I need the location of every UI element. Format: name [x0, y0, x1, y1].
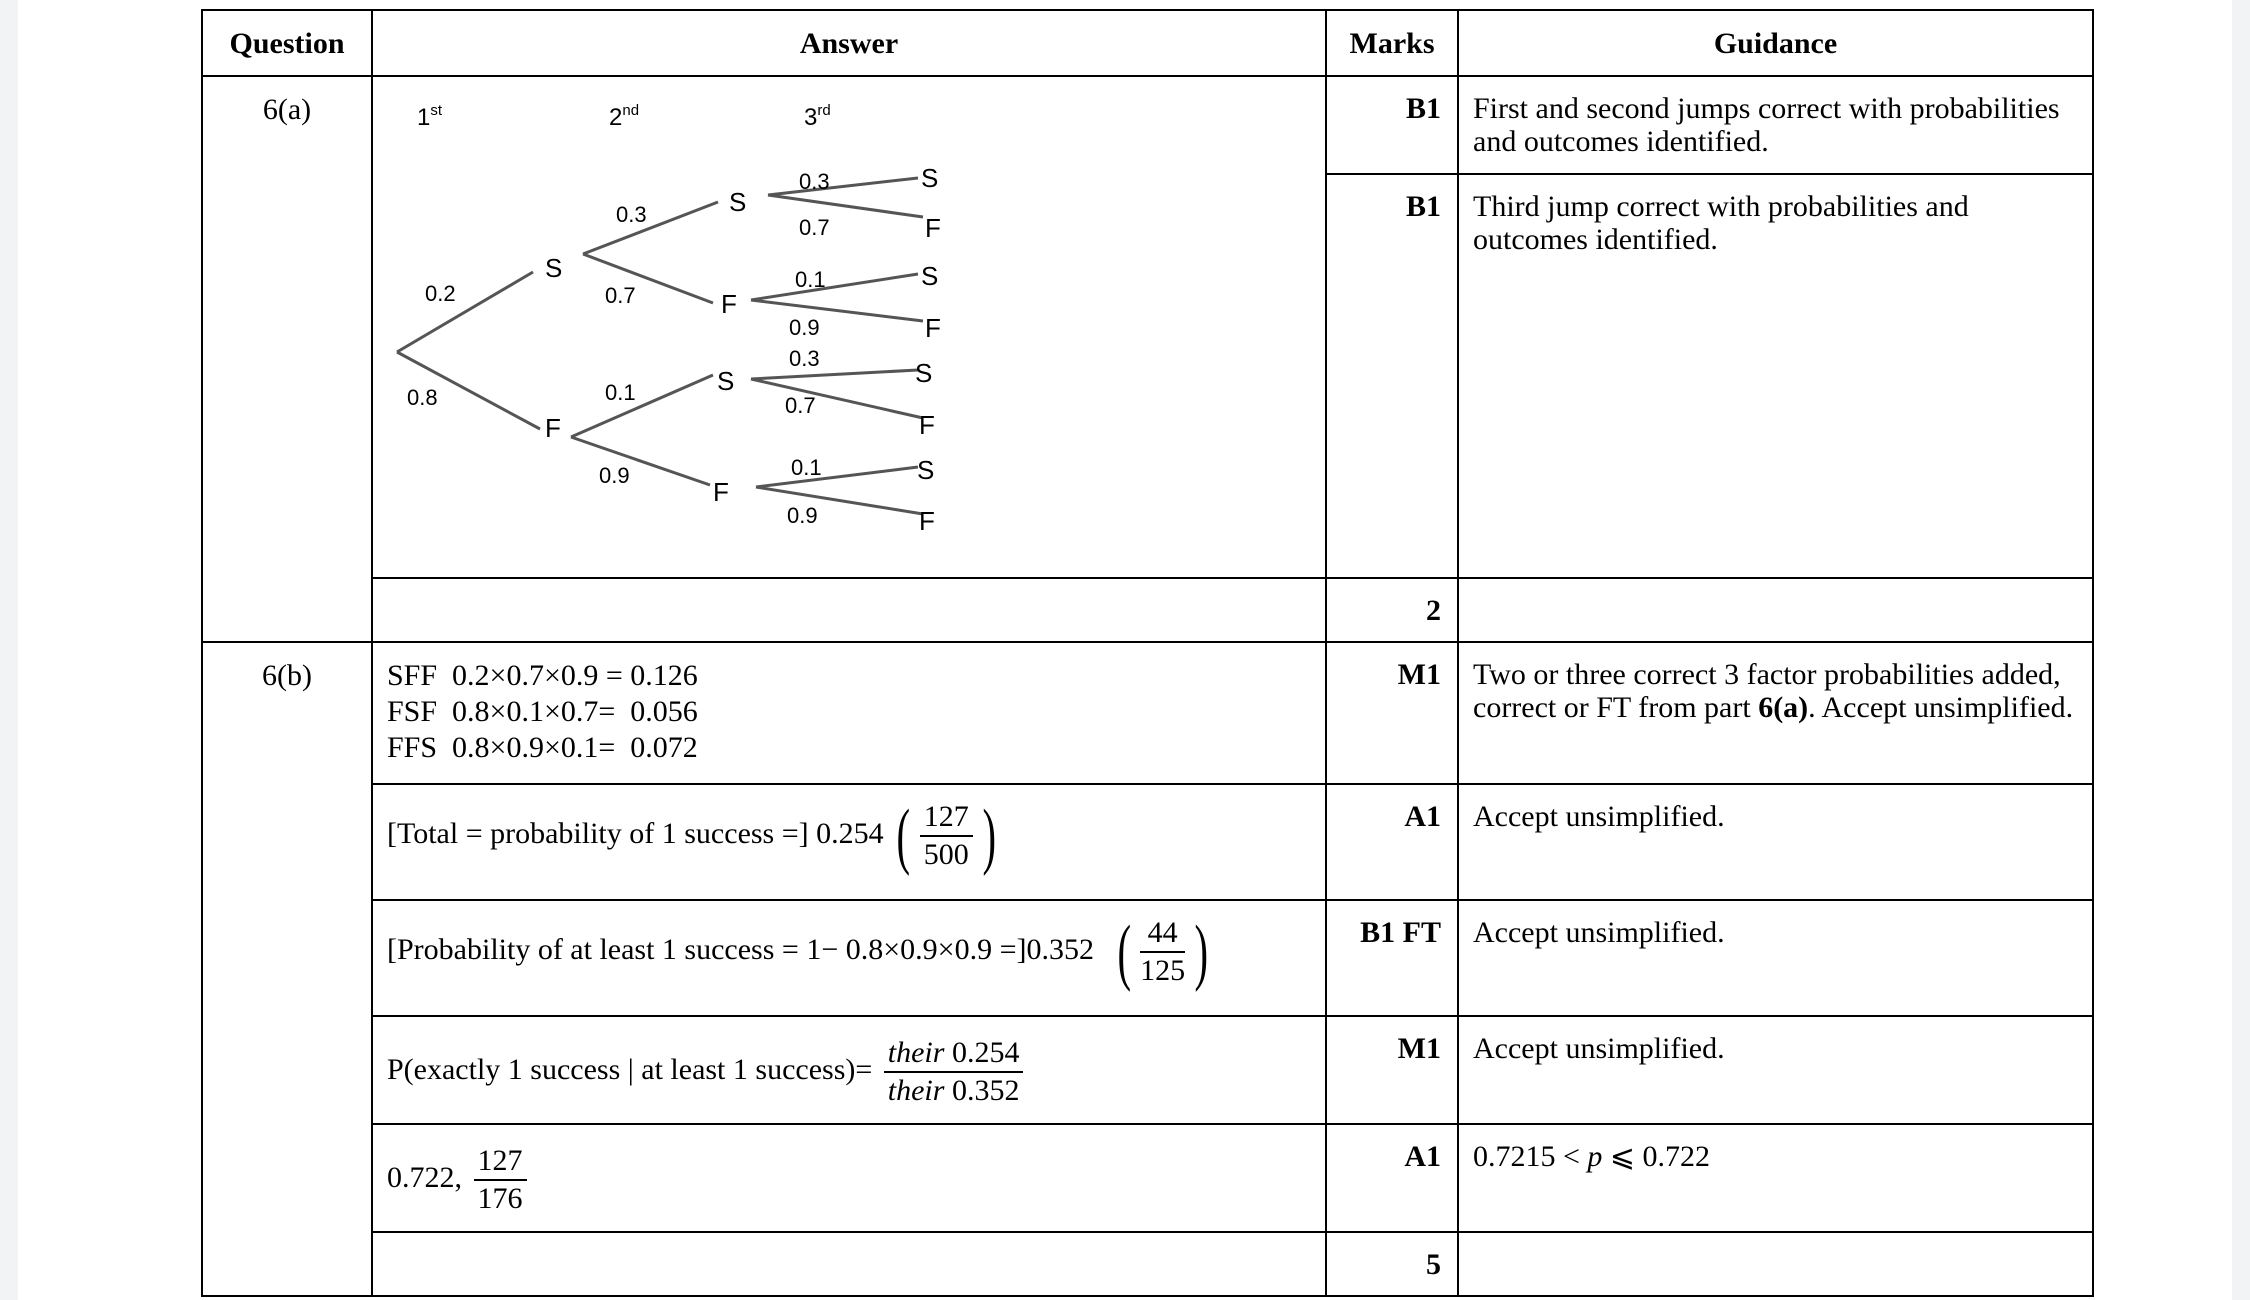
part-b-row-5	[202, 1124, 2093, 1232]
total-a: 2	[1326, 578, 1458, 642]
mark-scheme-table	[201, 9, 2094, 1297]
branch-S-S	[583, 202, 718, 254]
stage-label-3: 3rd	[804, 102, 831, 131]
header-answer: Answer	[372, 10, 1326, 76]
mark-b1: M1	[1326, 642, 1458, 784]
total-b: 5	[1326, 1232, 1458, 1296]
header-question: Question	[202, 10, 372, 76]
conditional-line-text: P(exactly 1 success | at least 1 success)=	[387, 1052, 873, 1086]
frac-den: 176	[477, 1182, 523, 1215]
prob-1-S: 0.2	[425, 281, 456, 306]
prob-F-S: 0.1	[605, 380, 636, 405]
conditional-answer	[372, 1016, 1326, 1124]
outcome-SSF: F	[925, 213, 941, 243]
guidance-b2: Accept unsimplified.	[1458, 784, 2093, 900]
node-SS: S	[729, 187, 747, 217]
branch-SF-F	[751, 300, 923, 321]
branch-SS-F	[768, 195, 923, 217]
tree-diagram-cell	[372, 76, 1326, 578]
part-a-total-row	[202, 578, 2093, 642]
frac-num: 127	[474, 1143, 527, 1181]
tree-labels	[407, 102, 941, 536]
prob-1-F: 0.8	[407, 385, 438, 410]
outcome-SFS: S	[921, 261, 939, 291]
conditional-den: 0.352	[944, 1074, 1020, 1107]
fraction-127-176	[474, 1143, 527, 1217]
total-line-text: [Total = probability of 1 success =] 0.254	[387, 816, 884, 850]
header-row	[202, 10, 2093, 76]
prob-SS-F: 0.7	[799, 215, 830, 240]
outcome-FFS: S	[917, 455, 935, 485]
prob-FS-F: 0.7	[785, 393, 816, 418]
guidance-a1: First and second jumps correct with probabilities and outcomes identified.	[1458, 76, 2093, 174]
prob-SS-S: 0.3	[799, 169, 830, 194]
their-num: their	[887, 1036, 945, 1069]
guidance-b5: 0.7215 < p ⩽ 0.722	[1458, 1124, 2093, 1232]
answer-b-total-blank	[372, 1232, 1326, 1296]
frac-num: 127	[920, 799, 973, 837]
prob-S-S: 0.3	[616, 202, 647, 227]
branch-1-S	[397, 272, 533, 352]
branch-FS-S	[751, 370, 918, 379]
calc-line-SFF: SFF 0.2×0.7×0.9 = 0.126	[387, 659, 698, 692]
mark-b5: A1	[1326, 1124, 1458, 1232]
calc-lines	[372, 642, 1326, 784]
fraction-44-125: ( $\frac{44}{125}$ )	[1117, 911, 1209, 993]
their-den: their	[887, 1074, 945, 1107]
at-least-one-answer	[372, 900, 1326, 1016]
header-marks: Marks	[1326, 10, 1458, 76]
part-b-row-1	[202, 642, 2093, 784]
prob-F-F: 0.9	[599, 463, 630, 488]
branch-SF-S	[751, 274, 918, 300]
prob-FS-S: 0.3	[789, 346, 820, 371]
branch-FF-S	[756, 467, 918, 487]
stage-label-2: 2nd	[609, 102, 640, 131]
part-b-row-2	[202, 784, 2093, 900]
branch-FF-F	[756, 487, 923, 514]
branch-SS-S	[768, 178, 918, 195]
prob-FF-F: 0.9	[787, 503, 818, 528]
calc-line-FFS: FFS 0.8×0.9×0.1= 0.072	[387, 731, 698, 764]
stage-label-1: 1st	[417, 102, 443, 131]
prob-SF-S: 0.1	[795, 267, 826, 292]
node-1-F: F	[545, 413, 561, 443]
prob-FF-S: 0.1	[791, 455, 822, 480]
final-line-text: 0.722,	[387, 1160, 470, 1194]
answer-a-total-blank	[372, 578, 1326, 642]
branch-FS-F	[751, 379, 923, 418]
guidance-b1: Two or three correct 3 factor probabilities added, correct or FT from part 6(a). Accept unsimplified.	[1458, 642, 2093, 784]
node-FF: F	[713, 477, 729, 507]
atleast-line-text: [Probability of at least 1 success = 1− 0.8×0.9×0.9 =]0.352	[387, 932, 1094, 966]
outcome-SFF: F	[925, 313, 941, 343]
mark-b4: M1	[1326, 1016, 1458, 1124]
mark-a2: B1	[1326, 174, 1458, 578]
mark-a1: B1	[1326, 76, 1458, 174]
part-a-row-1	[202, 76, 2093, 174]
guidance-b-total-blank	[1458, 1232, 2093, 1296]
total-probability-answer	[372, 784, 1326, 900]
mark-b3: B1 FT	[1326, 900, 1458, 1016]
guidance-b3: Accept unsimplified.	[1458, 900, 2093, 1016]
fraction-their	[884, 1035, 1024, 1109]
final-answer	[372, 1124, 1326, 1232]
header-guidance: Guidance	[1458, 10, 2093, 76]
part-b-row-4	[202, 1016, 2093, 1124]
frac-num: 44	[1140, 915, 1185, 953]
node-1-S: S	[545, 253, 563, 283]
node-FS: S	[717, 366, 735, 396]
outcome-FFF: F	[919, 506, 935, 536]
branch-F-F	[571, 437, 710, 485]
tree-branches	[397, 178, 923, 514]
question-6a: 6(a)	[202, 76, 372, 642]
outcome-FSS: S	[915, 358, 933, 388]
question-6b: 6(b)	[202, 642, 372, 1296]
part-b-total-row	[202, 1232, 2093, 1296]
branch-F-S	[571, 375, 713, 437]
conditional-num: 0.254	[944, 1036, 1020, 1069]
fraction-127-500: ( $\frac{127}{500}$ )	[896, 795, 996, 877]
outcome-FSF: F	[919, 410, 935, 440]
guidance-b4: Accept unsimplified.	[1458, 1016, 2093, 1124]
frac-den: 125	[1140, 954, 1186, 987]
prob-SF-F: 0.9	[789, 315, 820, 340]
frac-den: 500	[923, 838, 969, 871]
guidance-a-total-blank	[1458, 578, 2093, 642]
calc-line-FSF: FSF 0.8×0.1×0.7= 0.056	[387, 695, 698, 728]
probability-tree-diagram	[373, 77, 1327, 579]
part-b-row-3	[202, 900, 2093, 1016]
guidance-a2: Third jump correct with probabilities and outcomes identified.	[1458, 174, 2093, 578]
page	[18, 0, 2232, 1300]
branch-S-F	[583, 254, 713, 303]
prob-S-F: 0.7	[605, 283, 636, 308]
outcome-SSS: S	[921, 163, 939, 193]
node-SF: F	[721, 289, 737, 319]
mark-b2: A1	[1326, 784, 1458, 900]
